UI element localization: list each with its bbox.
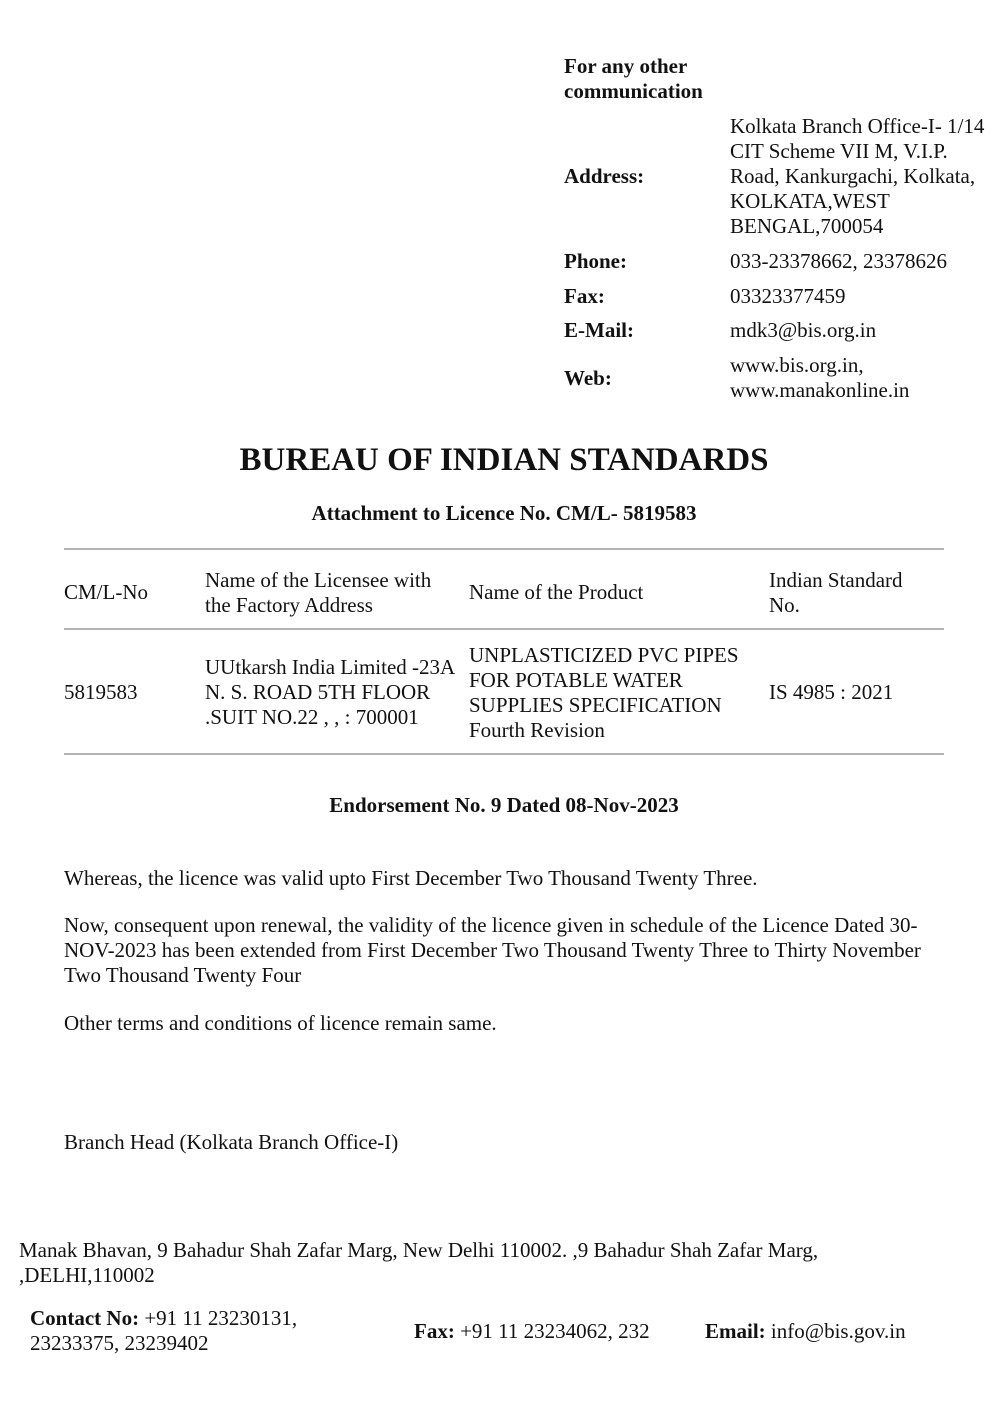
footer-email-value[interactable]: info@bis.gov.in — [770, 1319, 906, 1343]
header-standard: Indian Standard No. — [769, 568, 903, 617]
header-cml-no: CM/L-No — [64, 580, 148, 604]
fax-label: Fax: — [564, 284, 605, 308]
attachment-subtitle: Attachment to Licence No. CM/L- 5819583 — [311, 501, 697, 525]
phone-label: Phone: — [564, 249, 627, 273]
cell-licensee: UUtkarsh India Limited -23A N. S. ROAD 5TH FLOOR .SUIT NO.22 , , : 700001 — [205, 655, 455, 729]
cell-standard: IS 4985 : 2021 — [769, 680, 894, 704]
footer-contact-value: +91 11 23230131, 23233375, 23239402 — [30, 1306, 298, 1355]
table-header-rule — [64, 628, 944, 630]
email-value[interactable]: mdk3@bis.org.in — [730, 318, 877, 342]
endorsement-heading: Endorsement No. 9 Dated 08-Nov-2023 — [329, 793, 679, 817]
address-value: Kolkata Branch Office-I- 1/14 CIT Scheme VII M, V.I.P. Road, Kankurgachi, Kolkata, KOLKATA,WEST BENGAL,700054 — [730, 114, 985, 238]
contact-heading: For any other communication — [564, 54, 703, 103]
signature-line: Branch Head (Kolkata Branch Office-I) — [64, 1130, 399, 1154]
paragraph-validity: Whereas, the licence was valid upto First December Two Thousand Twenty Three. — [64, 866, 758, 890]
table-bottom-rule — [64, 753, 944, 755]
cell-product: UNPLASTICIZED PVC PIPES FOR POTABLE WATER SUPPLIES SPECIFICATION Fourth Revision — [469, 643, 739, 742]
footer-address: Manak Bhavan, 9 Bahadur Shah Zafar Marg, New Delhi 110002. ,9 Bahadur Shah Zafar Marg, ,DELHI,110002 — [19, 1238, 819, 1287]
footer-fax-label: Fax: — [414, 1319, 455, 1343]
footer-contact-label: Contact No: — [30, 1306, 140, 1330]
paragraph-terms: Other terms and conditions of licence remain same. — [64, 1011, 497, 1035]
cell-cml-no: 5819583 — [64, 680, 138, 704]
table-top-rule — [64, 548, 944, 550]
header-product: Name of the Product — [469, 580, 644, 604]
header-licensee: Name of the Licensee with the Factory Address — [205, 568, 432, 617]
footer-email — [705, 1319, 906, 1344]
footer-fax-value: +91 11 23234062, 232 — [460, 1319, 650, 1343]
address-label: Address: — [564, 164, 645, 188]
footer-contact — [30, 1306, 360, 1356]
footer-email-label: Email: — [705, 1319, 766, 1343]
web-label: Web: — [564, 366, 612, 390]
phone-value: 033-23378662, 23378626 — [730, 249, 947, 273]
web-value[interactable]: www.bis.org.in, www.manakonline.in — [730, 353, 910, 402]
fax-value: 03323377459 — [730, 284, 846, 308]
footer-fax — [414, 1319, 650, 1344]
paragraph-renewal: Now, consequent upon renewal, the validity of the licence given in schedule of the Licence Dated 30-NOV-2023 has been extended from First December Two Thousand Twenty Three to Thirty November Two Thousand Twenty Four — [64, 913, 921, 987]
email-label: E-Mail: — [564, 318, 634, 342]
page-title: BUREAU OF INDIAN STANDARDS — [239, 442, 769, 478]
